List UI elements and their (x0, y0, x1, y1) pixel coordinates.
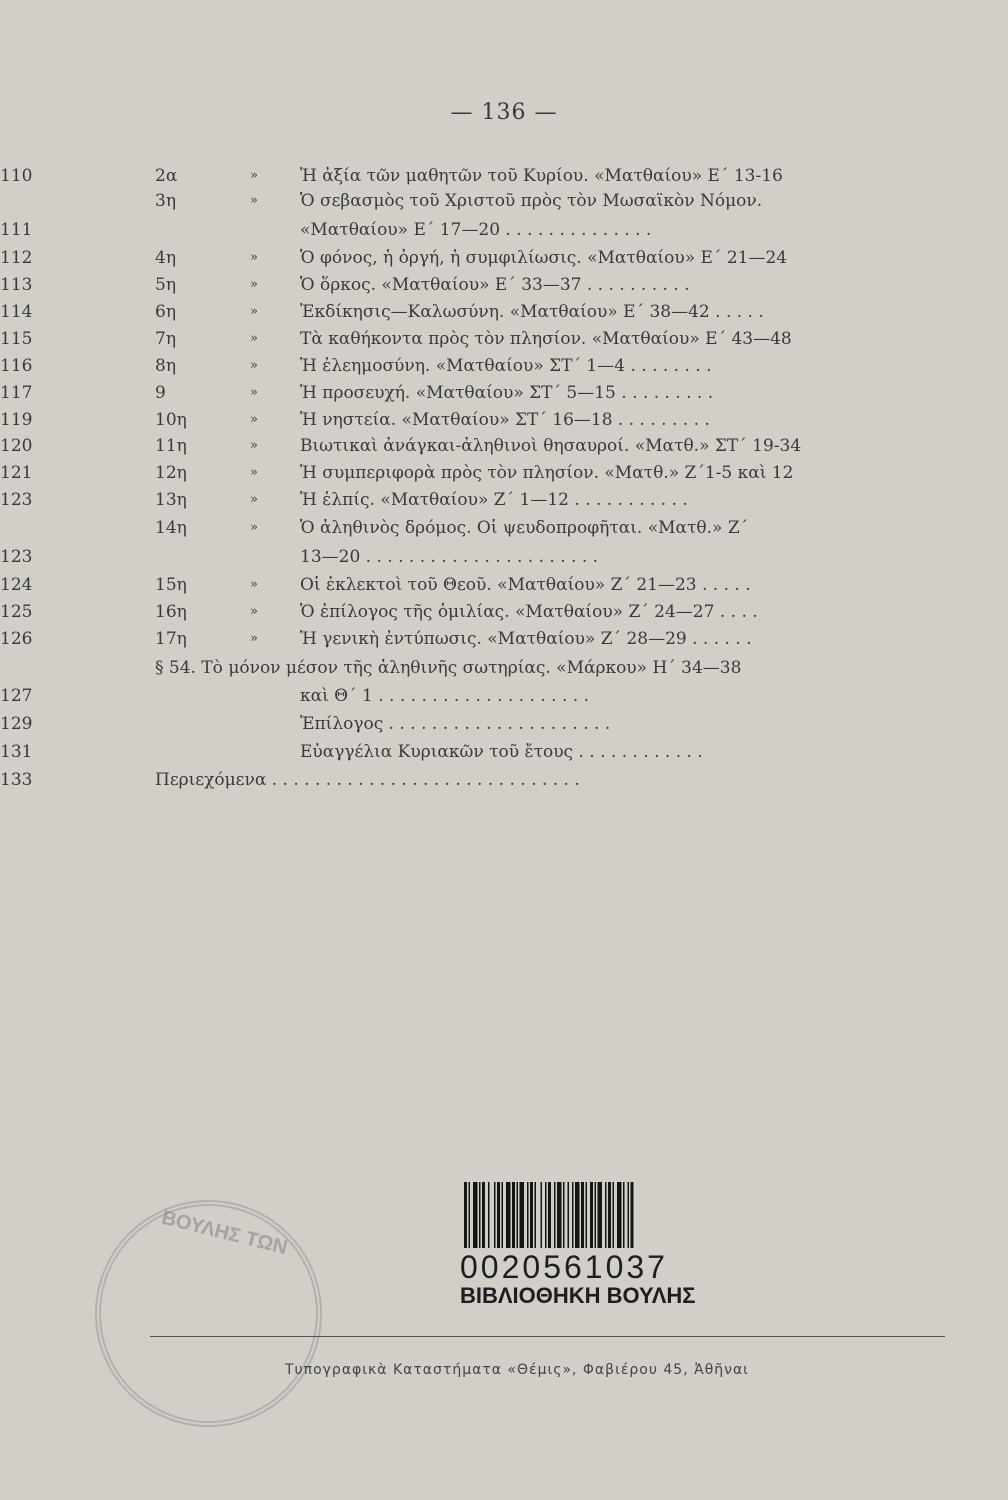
toc-page: 117 (0, 383, 33, 403)
toc-page: 126 (0, 629, 33, 649)
toc-title: Ὁ φόνος, ἡ ὀργή, ἡ συμφιλίωσις. «Ματθαίου» Ε´ 21—24 (300, 248, 788, 268)
barcode-bar (512, 1182, 515, 1248)
barcode-bar (497, 1182, 500, 1248)
toc-number: 5η (155, 275, 177, 295)
toc-row (0, 381, 1008, 405)
toc-ditto: » (250, 465, 258, 480)
toc-number: 12η (155, 463, 187, 483)
toc-number: 6η (155, 302, 177, 322)
toc-number: 3η (155, 191, 177, 211)
toc-number: 8η (155, 356, 177, 376)
toc-page: 111 (0, 220, 33, 240)
toc-title: Ἡ ἀξία τῶν μαθητῶν τοῦ Κυρίου. «Ματθαίου» Ε´ 13-16 (300, 166, 783, 186)
toc-page: 110 (0, 166, 33, 186)
barcode-bar (557, 1182, 562, 1248)
toc-title: Ἡ νηστεία. «Ματθαίου» ΣΤ´ 16—18 . . . . . . . . . (300, 410, 710, 430)
barcode-bar (613, 1182, 615, 1248)
toc-ditto: » (250, 250, 258, 265)
toc-page: 125 (0, 602, 33, 622)
printer-line: Τυπογραφικὰ Καταστήματα «Θέμις», Φαβιέρου 45, Ἀθῆναι (285, 1362, 749, 1378)
toc-number: 13η (155, 490, 187, 510)
barcode-bar (605, 1182, 607, 1248)
barcode-bar (473, 1182, 478, 1248)
toc-row (0, 545, 1008, 569)
barcode-bar (628, 1182, 630, 1248)
toc-title: Ἡ ἐλεημοσύνη. «Ματθαίου» ΣΤ´ 1—4 . . . . . . . . (300, 356, 712, 376)
toc-page: 133 (0, 770, 33, 790)
toc-page: 123 (0, 490, 33, 510)
toc-ditto: » (250, 520, 258, 535)
toc-title: Βιωτικαὶ ἀνάγκαι-ἀληθινοὶ θησαυροί. «Ματθ.» ΣΤ´ 19-34 (300, 436, 802, 456)
toc-ditto: » (250, 331, 258, 346)
toc-title: καὶ Θ´ 1 . . . . . . . . . . . . . . . . . . . . (300, 686, 589, 706)
barcode-bars (460, 1182, 710, 1248)
toc-number: 2α (155, 166, 178, 186)
toc-number: 17η (155, 629, 187, 649)
toc-row (0, 164, 1008, 188)
toc-row (0, 740, 1008, 764)
toc-page: 113 (0, 275, 33, 295)
toc-number: 7η (155, 329, 177, 349)
toc-title: Ὁ σεβασμὸς τοῦ Χριστοῦ πρὸς τὸν Μωσαϊκὸν Νόμον. (300, 191, 763, 211)
barcode-bar (488, 1182, 490, 1248)
toc-row (0, 273, 1008, 297)
toc-number: 11η (155, 436, 187, 456)
toc-title: Ἡ ἐλπίς. «Ματθαίου» Ζ´ 1—12 . . . . . . . . . . . (300, 490, 688, 510)
toc-ditto: » (250, 358, 258, 373)
toc-title: Ὁ ὅρκος. «Ματθαίου» Ε´ 33—37 . . . . . . . . . . (300, 275, 690, 295)
toc-page: 115 (0, 329, 33, 349)
toc-number: 4η (155, 248, 177, 268)
barcode-bar (563, 1182, 565, 1248)
barcode-bar (530, 1182, 533, 1248)
barcode-bar (575, 1182, 580, 1248)
toc-row (0, 684, 1008, 708)
toc-row (0, 516, 1008, 540)
barcode-bar (598, 1182, 603, 1248)
barcode-bar (623, 1182, 625, 1248)
footer-rule (150, 1336, 945, 1337)
toc-number: 16η (155, 602, 187, 622)
toc-ditto: » (250, 193, 258, 208)
toc-title: Ὁ ἀληθινὸς δρόμος. Οἱ ψευδοπροφῆται. «Ματθ.» Ζ´ (300, 518, 749, 538)
toc-row (0, 246, 1008, 270)
barcode-bar (502, 1182, 504, 1248)
barcode-bar (479, 1182, 481, 1248)
toc-title: Εὐαγγέλια Κυριακῶν τοῦ ἔτους . . . . . . . . . . . . (300, 742, 703, 762)
barcode-bar (631, 1182, 634, 1248)
barcode-bar (545, 1182, 547, 1248)
toc-ditto: » (250, 631, 258, 646)
barcode-bar (494, 1182, 496, 1248)
toc-number: 9 (155, 383, 166, 403)
barcode-bar (469, 1182, 471, 1248)
toc-row (0, 656, 1008, 680)
toc-ditto: » (250, 492, 258, 507)
toc-row (0, 189, 1008, 213)
toc-page: 127 (0, 686, 33, 706)
toc-title: Ἡ προσευχή. «Ματθαίου» ΣΤ´ 5—15 . . . . . . . . . (300, 383, 714, 403)
barcode-bar (568, 1182, 570, 1248)
toc-page: 114 (0, 302, 33, 322)
toc-page: 129 (0, 714, 33, 734)
barcode-bar (482, 1182, 485, 1248)
toc-page: 119 (0, 410, 33, 430)
toc-row (0, 300, 1008, 324)
barcode-bar (520, 1182, 525, 1248)
barcode-bar (581, 1182, 584, 1248)
toc-row (0, 434, 1008, 458)
library-name: ΒΙΒΛΙΟΘΗΚΗ ΒΟΥΛΗΣ (460, 1283, 696, 1308)
toc-ditto: » (250, 277, 258, 292)
barcode-bar (464, 1182, 467, 1248)
stamp-text: ΒΟΥΛΗΣ ΤΩΝ (159, 1206, 290, 1260)
toc-number: 10η (155, 410, 187, 430)
barcode-bar (506, 1182, 511, 1248)
toc-row (0, 218, 1008, 242)
toc-row (0, 768, 1008, 792)
page-number: — 136 — (450, 100, 558, 125)
toc-page: 123 (0, 547, 33, 567)
barcode-bar (595, 1182, 597, 1248)
toc-page: 116 (0, 356, 33, 376)
toc-row (0, 327, 1008, 351)
barcode-bar (535, 1182, 537, 1248)
toc-ditto: » (250, 604, 258, 619)
toc-ditto: » (250, 438, 258, 453)
toc-page: 121 (0, 463, 33, 483)
toc-row (0, 573, 1008, 597)
barcode-bar (548, 1182, 551, 1248)
toc-row (0, 488, 1008, 512)
toc-page: 131 (0, 742, 33, 762)
toc-page: 120 (0, 436, 33, 456)
toc-title: 13—20 . . . . . . . . . . . . . . . . . . . . . . (300, 547, 599, 567)
toc-title: Ἐκδίκησις—Καλωσύνη. «Ματθαίου» Ε´ 38—42 . . . . . (300, 302, 764, 322)
barcode-bar (517, 1182, 519, 1248)
barcode-label (460, 1182, 725, 1308)
toc-row (0, 354, 1008, 378)
toc-row (0, 408, 1008, 432)
toc-number: 14η (155, 518, 187, 538)
toc-row (0, 461, 1008, 485)
barcode-bar (554, 1182, 556, 1248)
toc-ditto: » (250, 385, 258, 400)
toc-number: 15η (155, 575, 187, 595)
toc-number: Περιεχόμενα . . . . . . . . . . . . . . . . . . . . . . . . . . . . . (155, 770, 580, 790)
toc-title: Ἡ γενικὴ ἐντύπωσις. «Ματθαίου» Ζ´ 28—29 . . . . . . (300, 629, 752, 649)
barcode-number: 0020561037 (460, 1249, 668, 1285)
toc-page: 124 (0, 575, 33, 595)
toc-ditto: » (250, 304, 258, 319)
barcode-bar (617, 1182, 622, 1248)
barcode-bar (590, 1182, 593, 1248)
toc-ditto: » (250, 168, 258, 183)
toc-page: 112 (0, 248, 33, 268)
toc-number: § 54. Τὸ μόνον μέσον τῆς ἀληθινῆς σωτηρίας. «Μάρκου» Η´ 34—38 (155, 658, 742, 678)
barcode-bar (608, 1182, 611, 1248)
toc-title: Τὰ καθήκοντα πρὸς τὸν πλησίον. «Ματθαίου» Ε´ 43—48 (300, 329, 792, 349)
toc-title: Ἐπίλογος . . . . . . . . . . . . . . . . . . . . . (300, 714, 611, 734)
toc-title: Ὁ ἐπίλογος τῆς ὁμιλίας. «Ματθαίου» Ζ´ 24—27 . . . . (300, 602, 758, 622)
toc-title: «Ματθαίου» Ε´ 17—20 . . . . . . . . . . . . . . (300, 220, 652, 240)
barcode-bar (572, 1182, 574, 1248)
barcode-bar (541, 1182, 543, 1248)
toc-row (0, 712, 1008, 736)
toc-row (0, 627, 1008, 651)
toc-row (0, 600, 1008, 624)
barcode-bar (586, 1182, 588, 1248)
barcode-bar (527, 1182, 529, 1248)
toc-title: Ἡ συμπεριφορὰ πρὸς τὸν πλησίον. «Ματθ.» Ζ´1-5 καὶ 12 (300, 463, 794, 483)
toc-title: Οἱ ἐκλεκτοὶ τοῦ Θεοῦ. «Ματθαίου» Ζ´ 21—23 . . . . . (300, 575, 751, 595)
toc-ditto: » (250, 577, 258, 592)
toc-ditto: » (250, 412, 258, 427)
